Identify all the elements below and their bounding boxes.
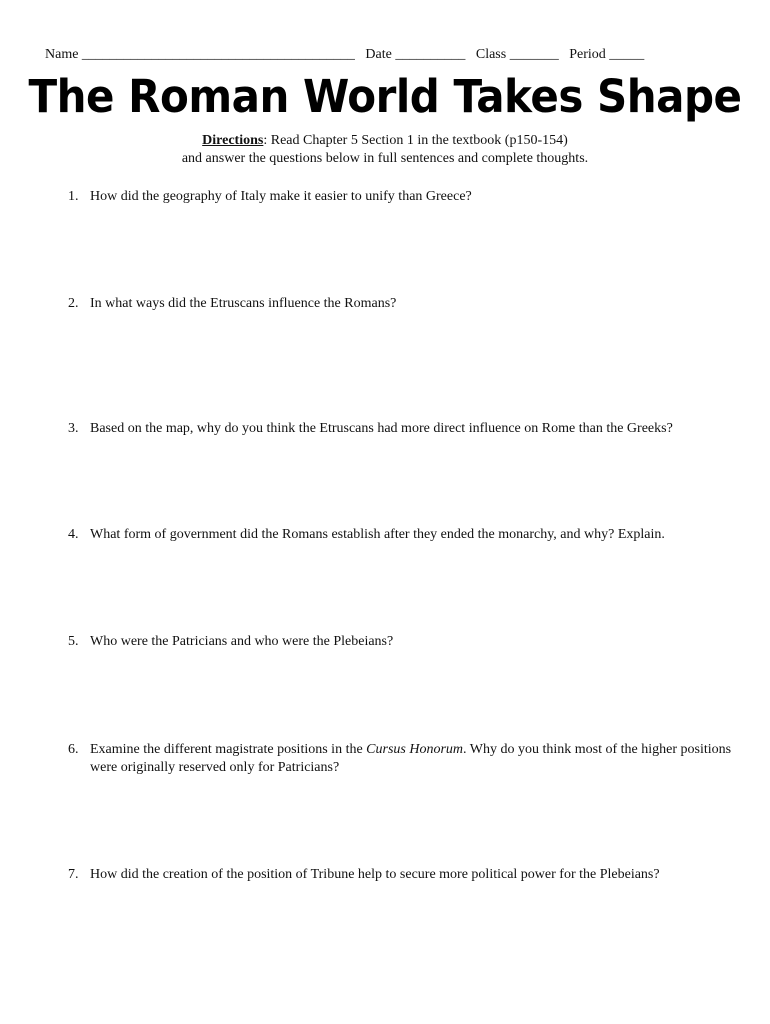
directions-line-2: and answer the questions below in full sentences and complete thoughts. (181, 151, 589, 166)
question-text: What form of government did the Romans establish after they ended the monarchy, and why? Explain. (90, 527, 665, 542)
question-text-italic: Cursus Honorum (366, 742, 464, 757)
question-text-part: . Why do you think most of the higher positions were originally reserved only for Patricians? (90, 742, 732, 775)
question-text: How did the geography of Italy make it easier to unify than Greece? (90, 189, 472, 204)
question-number: 3. (68, 421, 79, 436)
question-text: How did the creation of the position of Tribune help to secure more political power for the Plebeians? (90, 867, 660, 882)
question-text: In what ways did the Etruscans influence the Romans? (90, 296, 397, 311)
directions-text: : Read Chapter 5 Section 1 in the textbook (p150-154) (263, 133, 568, 148)
question-4 (68, 526, 733, 544)
student-info-header: Name _______________________________________ Date __________ Class _______ Period _____ (45, 47, 645, 62)
question-text: Who were the Patricians and who were the Plebeians? (90, 634, 394, 649)
directions-label: Directions (202, 133, 264, 148)
question-text-part: Examine the different magistrate positions in the (90, 742, 367, 757)
question-text (90, 741, 733, 777)
question-2 (68, 295, 733, 313)
question-7 (68, 866, 733, 884)
question-3 (68, 420, 733, 438)
directions-line-1 (0, 132, 770, 150)
question-number: 4. (68, 527, 79, 542)
question-number: 2. (68, 296, 79, 311)
question-number: 5. (68, 634, 79, 649)
question-1 (68, 188, 733, 206)
question-number: 6. (68, 742, 79, 757)
directions-block (0, 132, 770, 168)
question-number: 1. (68, 189, 79, 204)
question-6 (68, 741, 733, 777)
question-5 (68, 633, 733, 651)
worksheet-title: The Roman World Takes Shape (28, 70, 742, 123)
question-number: 7. (68, 867, 79, 882)
question-text: Based on the map, why do you think the Etruscans had more direct influence on Rome than the Greeks? (90, 421, 673, 436)
